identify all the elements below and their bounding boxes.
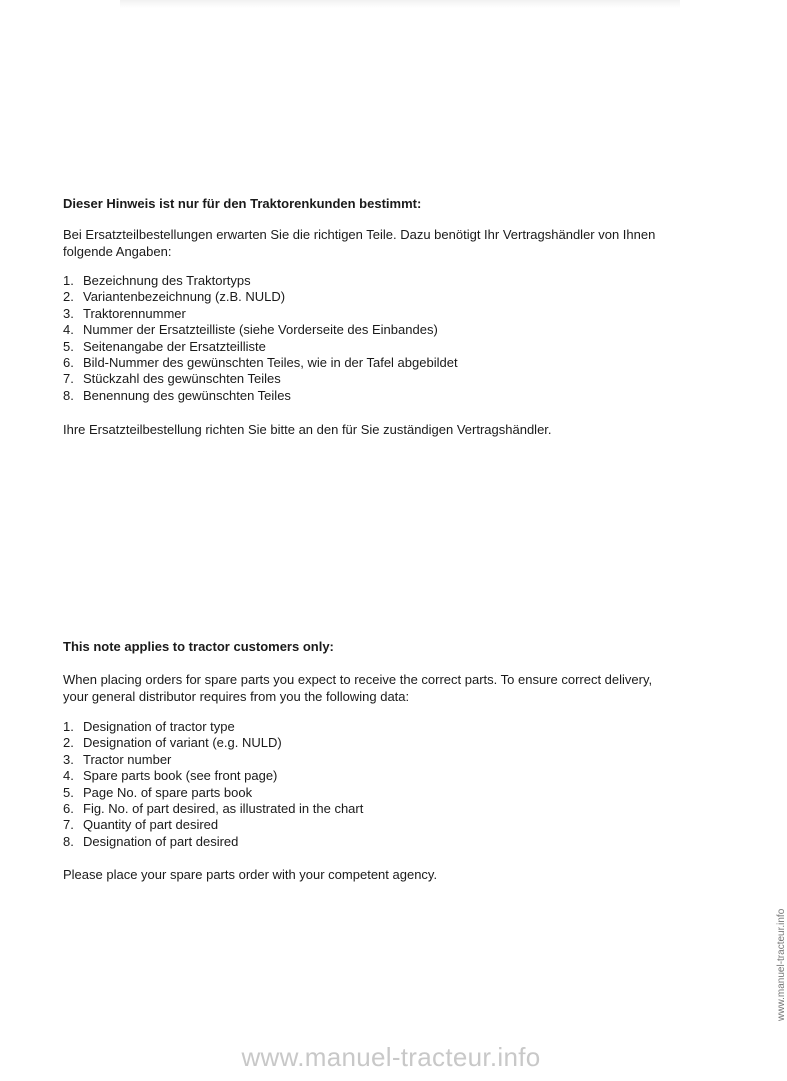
- list-item-text: Seitenangabe der Ersatzteilliste: [83, 338, 266, 354]
- list-item-number: 6.: [63, 355, 74, 371]
- list-item-number: 2.: [63, 289, 74, 305]
- german-heading: Dieser Hinweis ist nur für den Traktorenkunden bestimmt:: [63, 196, 422, 211]
- list-item-text: Tractor number: [83, 751, 172, 767]
- list-item: [63, 817, 673, 833]
- list-item-text: Stückzahl des gewünschten Teiles: [83, 371, 281, 387]
- list-item: [63, 719, 673, 735]
- list-item-text: Benennung des gewünschten Teiles: [83, 387, 291, 403]
- list-item-number: 7.: [63, 371, 74, 387]
- list-item-number: 1.: [63, 719, 74, 734]
- english-item-list: [63, 719, 673, 850]
- list-item: [63, 785, 673, 801]
- list-item-number: 5.: [63, 784, 74, 800]
- list-item-text: Designation of part desired: [83, 833, 239, 849]
- list-item: [63, 388, 673, 404]
- list-item-number: 8.: [63, 833, 74, 849]
- list-item: [63, 768, 673, 784]
- list-item-number: 4.: [63, 322, 74, 338]
- english-closing: Please place your spare parts order with your competent agency.: [63, 867, 438, 883]
- list-item-text: Variantenbezeichnung (z.B. NULD): [83, 289, 286, 305]
- list-item: [63, 371, 673, 387]
- list-item: [63, 735, 673, 751]
- list-item: [63, 801, 673, 817]
- english-heading: This note applies to tractor customers only:: [63, 639, 334, 654]
- list-item-text: Spare parts book (see front page): [83, 768, 278, 784]
- list-item-text: Designation of tractor type: [83, 719, 235, 734]
- watermark-bottom: www.manuel-tracteur.info: [241, 1042, 541, 1072]
- german-item-list: [63, 273, 673, 404]
- list-item-number: 4.: [63, 768, 74, 784]
- list-item-number: 3.: [63, 751, 74, 767]
- list-item: [63, 322, 673, 338]
- list-item-text: Bild-Nummer des gewünschten Teiles, wie in der Tafel abgebildet: [83, 355, 458, 371]
- list-item: [63, 306, 673, 322]
- english-intro: When placing orders for spare parts you expect to receive the correct parts. To ensure correct delivery, your general distributor requires from you the following data:: [63, 672, 653, 704]
- list-item-text: Bezeichnung des Traktortyps: [83, 273, 251, 288]
- list-item-number: 6.: [63, 801, 74, 817]
- list-item: [63, 273, 673, 289]
- list-item-number: 7.: [63, 817, 74, 833]
- german-note-section: [63, 196, 673, 438]
- list-item-number: 8.: [63, 387, 74, 403]
- list-item: [63, 289, 673, 305]
- english-note-section: [63, 639, 673, 883]
- list-item: [63, 339, 673, 355]
- list-item-number: 2.: [63, 735, 74, 751]
- german-intro: Bei Ersatzteilbestellungen erwarten Sie die richtigen Teile. Dazu benötigt Ihr Vertragshändler von Ihnen folgende Angaben:: [63, 227, 656, 259]
- list-item-text: Designation of variant (e.g. NULD): [83, 735, 282, 751]
- list-item-text: Page No. of spare parts book: [83, 784, 253, 800]
- list-item: [63, 834, 673, 850]
- list-item-text: Nummer der Ersatzteilliste (siehe Vorderseite des Einbandes): [83, 322, 438, 338]
- list-item-text: Fig. No. of part desired, as illustrated in the chart: [83, 801, 364, 817]
- german-closing: Ihre Ersatzteilbestellung richten Sie bitte an den für Sie zuständigen Vertragshändler.: [63, 422, 552, 438]
- page-bleed-shadow: [120, 0, 680, 8]
- list-item-text: Traktorennummer: [83, 305, 186, 321]
- list-item-number: 3.: [63, 305, 74, 321]
- list-item: [63, 355, 673, 371]
- list-item-number: 5.: [63, 338, 74, 354]
- watermark-side: www.manuel-tracteur.info: [776, 908, 787, 1021]
- list-item: [63, 752, 673, 768]
- list-item-number: 1.: [63, 273, 74, 288]
- list-item-text: Quantity of part desired: [83, 817, 219, 833]
